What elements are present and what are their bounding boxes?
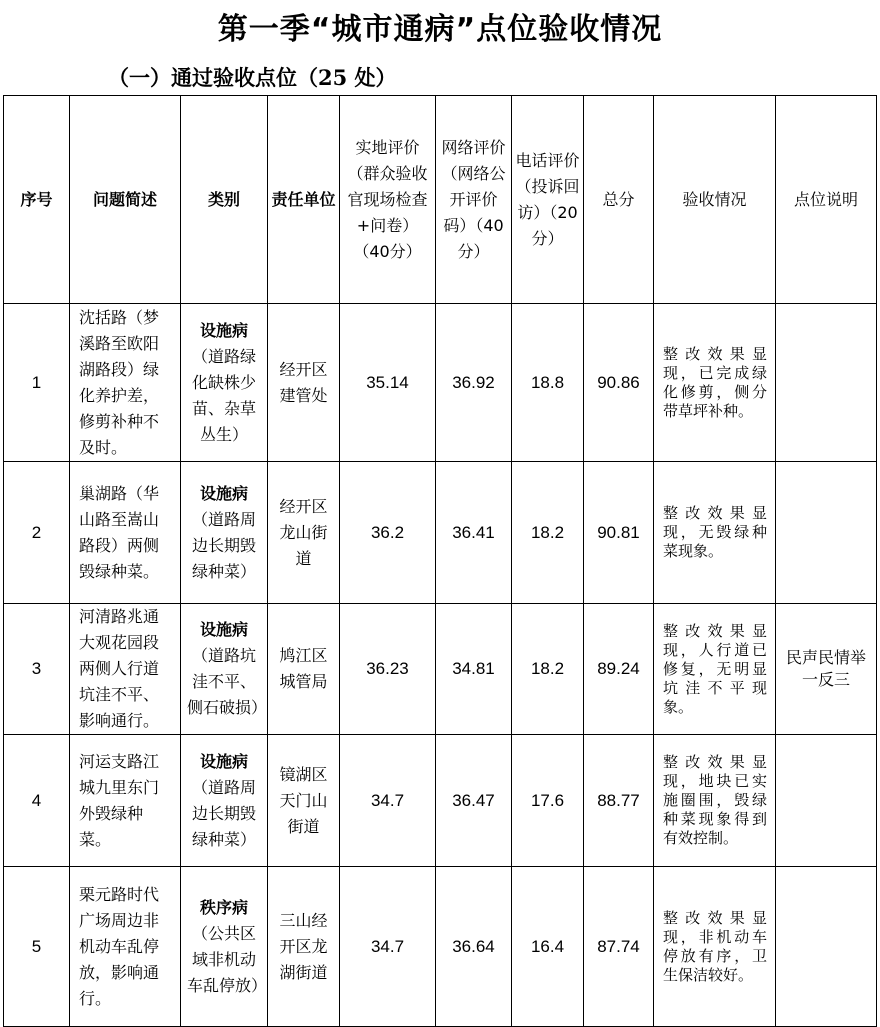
section-subtitle: （一）通过验收点位（25 处） [108,65,397,90]
cell-unit: 经开区建管处 [268,304,340,462]
cell-online-score: 36.47 [436,735,512,867]
header-acceptance: 验收情况 [654,96,776,304]
cell-category [181,867,268,1027]
cell-acceptance: 整改效果显现，无毁绿种菜现象。 [654,462,776,604]
header-online-score: 网络评价（网络公开评价码）（40分） [436,96,512,304]
cell-online-score: 36.64 [436,867,512,1027]
cell-index: 5 [4,867,70,1027]
cell-field-score: 34.7 [340,867,436,1027]
category-main: 设施病 [199,751,248,771]
cell-issue: 巢湖路（华山路至嵩山路段）两侧毁绿种菜。 [70,462,181,604]
header-total: 总分 [584,96,654,304]
header-issue: 问题简述 [70,96,181,304]
cell-acceptance: 整改效果显现，人行道已修复，无明显坑洼不平现象。 [654,604,776,735]
cell-unit: 鸠江区城管局 [268,604,340,735]
category-main: 秩序病 [199,897,248,917]
cell-category [181,735,268,867]
cell-issue: 沈括路（梦溪路至欧阳湖路段）绿化养护差，修剪补种不及时。 [70,304,181,462]
cell-issue: 河清路兆通大观花园段两侧人行道坑洼不平、影响通行。 [70,604,181,735]
cell-phone-score: 17.6 [512,735,584,867]
table-row [4,304,877,462]
category-detail: （道路周边长期毁绿种菜） [191,777,256,849]
cell-field-score: 36.23 [340,604,436,735]
cell-online-score: 36.41 [436,462,512,604]
header-note: 点位说明 [776,96,877,304]
cell-acceptance: 整改效果显现，已完成绿化修剪，侧分带草坪补种。 [654,304,776,462]
cell-note: 民声民情举一反三 [776,604,877,735]
cell-category [181,304,268,462]
cell-phone-score: 18.2 [512,462,584,604]
cell-unit: 三山经开区龙湖街道 [268,867,340,1027]
cell-unit: 镜湖区天门山街道 [268,735,340,867]
table-row [4,604,877,735]
category-detail: （道路坑洼不平、侧石破损） [187,646,268,717]
header-field-score: 实地评价（群众验收官现场检查+问卷）（40分） [340,96,436,304]
cell-unit: 经开区龙山街道 [268,462,340,604]
category-main: 设施病 [199,320,248,340]
cell-field-score: 34.7 [340,735,436,867]
cell-online-score: 34.81 [436,604,512,735]
cell-acceptance: 整改效果显现，非机动车停放有序，卫生保洁较好。 [654,867,776,1027]
cell-phone-score: 18.2 [512,604,584,735]
cell-category [181,604,268,735]
cell-issue: 栗元路时代广场周边非机动车乱停放，影响通行。 [70,867,181,1027]
page-title: 第一季“城市通病”点位验收情况 [217,12,663,47]
cell-index: 4 [4,735,70,867]
cell-acceptance: 整改效果显现，地块已实施圈围，毁绿种菜现象得到有效控制。 [654,735,776,867]
cell-total: 89.24 [584,604,654,735]
table-row [4,735,877,867]
category-detail: （道路周边长期毁绿种菜） [191,509,256,581]
cell-online-score: 36.92 [436,304,512,462]
cell-index: 2 [4,462,70,604]
cell-issue: 河运支路江城九里东门外毁绿种菜。 [70,735,181,867]
cell-note [776,462,877,604]
table-header-row [4,96,877,304]
table-row [4,462,877,604]
table-row [4,867,877,1027]
cell-total: 88.77 [584,735,654,867]
cell-note [776,304,877,462]
header-index: 序号 [4,96,70,304]
header-category: 类别 [181,96,268,304]
cell-category [181,462,268,604]
category-detail: （道路绿化缺株少苗、杂草丛生） [191,346,256,444]
header-phone-score: 电话评价（投诉回访）（20分） [512,96,584,304]
cell-field-score: 36.2 [340,462,436,604]
cell-total: 87.74 [584,867,654,1027]
cell-total: 90.81 [584,462,654,604]
cell-index: 1 [4,304,70,462]
cell-note [776,735,877,867]
category-detail: （公共区域非机动车乱停放） [187,923,268,995]
category-main: 设施病 [199,483,248,503]
cell-phone-score: 18.8 [512,304,584,462]
acceptance-table [3,95,877,1027]
cell-note [776,867,877,1027]
header-unit: 责任单位 [268,96,340,304]
cell-phone-score: 16.4 [512,867,584,1027]
cell-total: 90.86 [584,304,654,462]
cell-field-score: 35.14 [340,304,436,462]
category-main: 设施病 [199,620,248,639]
cell-index: 3 [4,604,70,735]
